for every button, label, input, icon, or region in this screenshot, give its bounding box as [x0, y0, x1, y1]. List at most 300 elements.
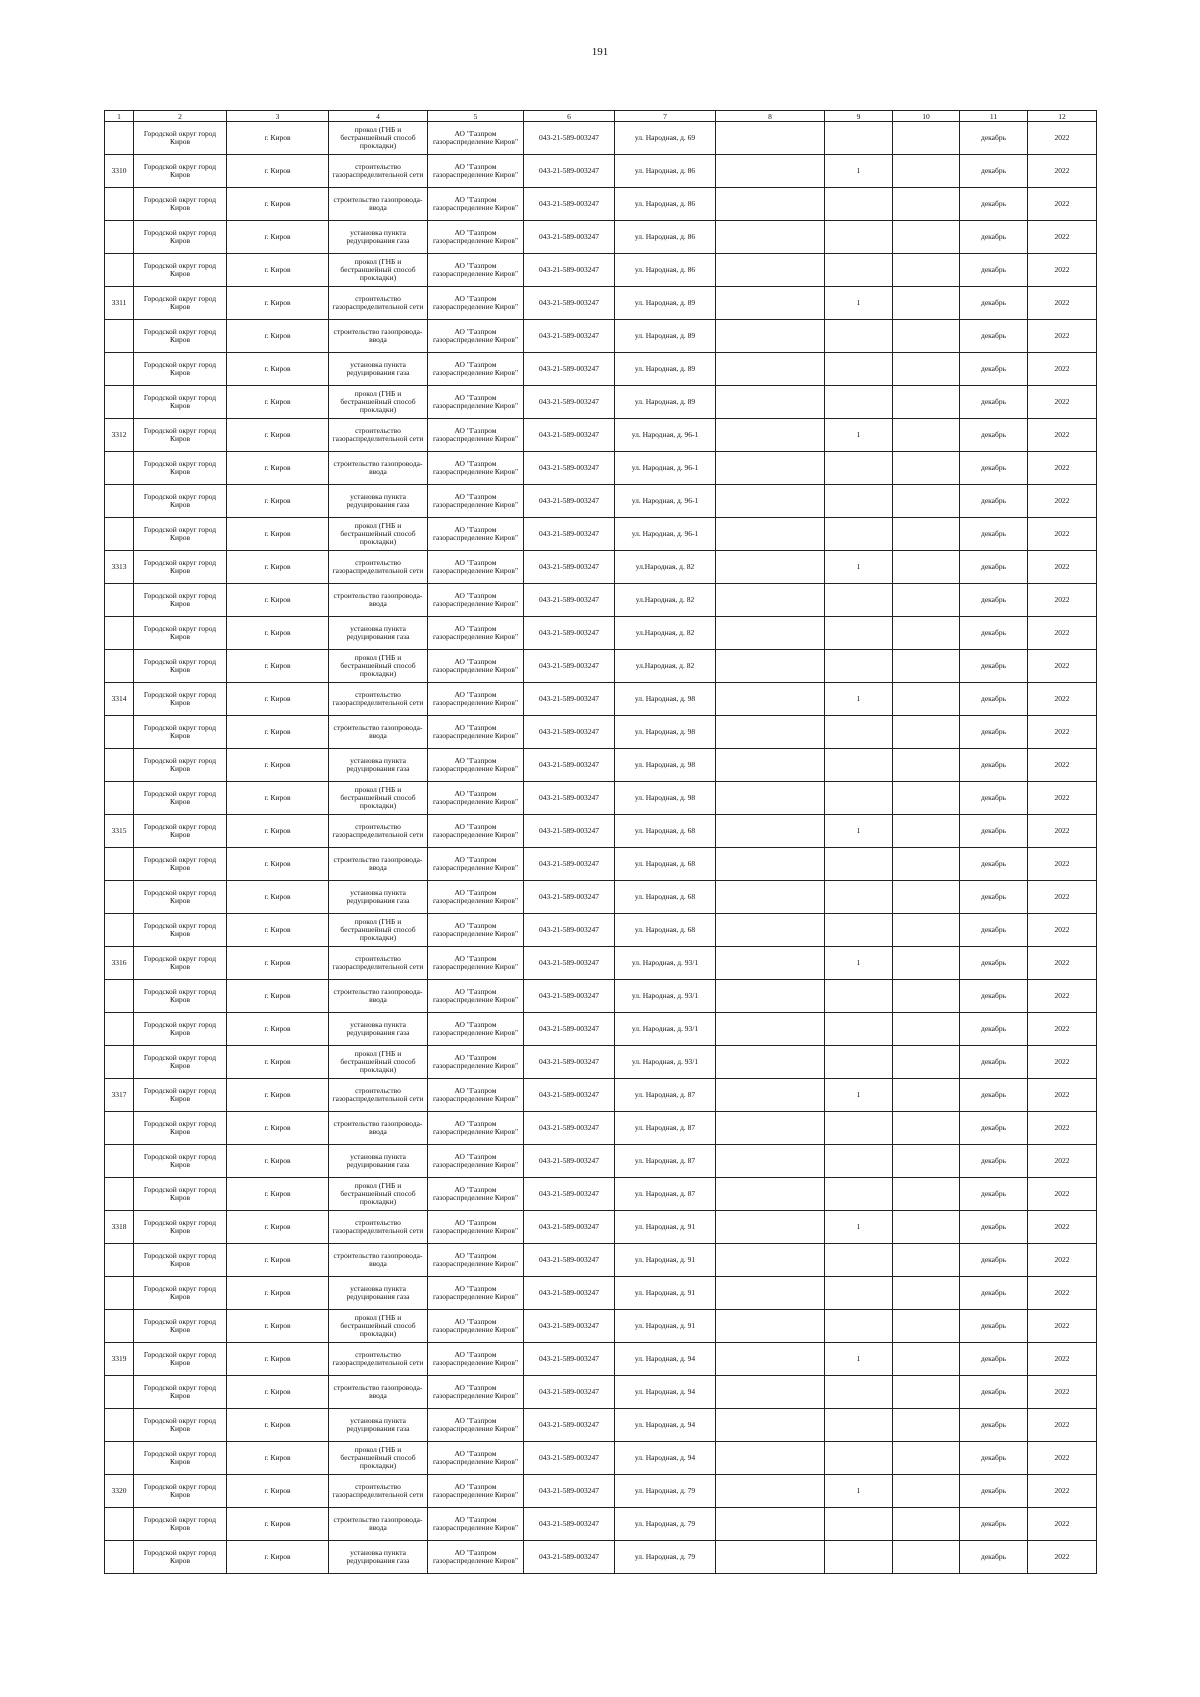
year-cell [1028, 188, 1097, 221]
organization-cell [428, 1178, 524, 1211]
year-cell [1028, 1079, 1097, 1112]
municipality-cell [134, 584, 227, 617]
year-cell [1028, 749, 1097, 782]
month-cell [960, 1277, 1028, 1310]
municipality-cell-text: Городской округ город Киров [143, 1185, 217, 1202]
month-cell-text: декабрь [981, 595, 1006, 604]
municipality-cell-text: Городской округ город Киров [143, 591, 217, 608]
work-type-cell-text: установка пункта редуцирования газа [346, 1152, 410, 1169]
year-cell-text: 2022 [1054, 1321, 1070, 1330]
organization-cell [428, 1475, 524, 1508]
work-type-cell-text: установка пункта редуцирования газа [346, 228, 410, 245]
work-type-cell-text: строительство газопровода-ввода [333, 1119, 423, 1136]
organization-cell [428, 848, 524, 881]
address-cell [615, 1013, 716, 1046]
work-type-cell [329, 980, 428, 1013]
organization-cell [428, 881, 524, 914]
table-row [105, 881, 1097, 914]
month-cell [960, 518, 1028, 551]
municipality-cell [134, 320, 227, 353]
organization-cell [428, 1376, 524, 1409]
work-type-cell-text: строительство газопровода-ввода [333, 1383, 423, 1400]
work-type-cell-text: строительство газораспределительной сети [332, 822, 424, 839]
table-row [105, 1211, 1097, 1244]
organization-cell-text: АО "Газпром газораспределение Киров" [432, 1284, 519, 1301]
table-row [105, 848, 1097, 881]
address-cell-text: ул. Народная, д. 79 [634, 1486, 696, 1495]
address-cell-text: ул. Народная, д. 79 [634, 1552, 696, 1561]
work-type-cell [329, 1046, 428, 1079]
settlement-cell-text: г. Киров [264, 1057, 291, 1066]
work-type-cell [329, 1079, 428, 1112]
column-8-cell [716, 1046, 825, 1079]
year-cell-text: 2022 [1054, 892, 1070, 901]
organization-cell [428, 914, 524, 947]
column-10-cell [893, 1244, 960, 1277]
address-cell-text: ул.Народная, д. 82 [635, 562, 695, 571]
work-type-cell-text: строительство газораспределительной сети [332, 558, 424, 575]
work-type-cell [329, 914, 428, 947]
project-code-cell-text: 043-21-589-003247 [539, 397, 599, 406]
work-type-cell [329, 1145, 428, 1178]
organization-cell-text: АО "Газпром газораспределение Киров" [432, 1086, 519, 1103]
address-cell-text: ул.Народная, д. 82 [635, 595, 695, 604]
count-cell-text: 1 [856, 1486, 861, 1495]
work-type-cell [329, 716, 428, 749]
work-type-cell-text: установка пункта редуцирования газа [346, 1020, 410, 1037]
project-code-cell [524, 452, 615, 485]
entry-number-cell [105, 1112, 134, 1145]
settlement-cell [227, 1046, 329, 1079]
column-8-cell [716, 1277, 825, 1310]
work-type-cell [329, 188, 428, 221]
column-10-cell [893, 320, 960, 353]
address-cell-text: ул. Народная, д. 96-1 [631, 463, 699, 472]
project-code-cell-text: 043-21-589-003247 [539, 1123, 599, 1132]
year-cell [1028, 617, 1097, 650]
address-cell [615, 155, 716, 188]
table-row [105, 353, 1097, 386]
organization-cell-text: АО "Газпром газораспределение Киров" [432, 228, 519, 245]
entry-number-cell [105, 683, 134, 716]
entry-number-cell [105, 584, 134, 617]
count-cell [825, 1277, 893, 1310]
municipality-cell-text: Городской округ город Киров [143, 1548, 217, 1565]
organization-cell [428, 749, 524, 782]
month-cell [960, 320, 1028, 353]
project-code-cell-text: 043-21-589-003247 [539, 232, 599, 241]
address-cell [615, 353, 716, 386]
organization-cell-text: АО "Газпром газораспределение Киров" [432, 1251, 519, 1268]
count-cell [825, 551, 893, 584]
address-cell [615, 881, 716, 914]
settlement-cell-text: г. Киров [264, 166, 291, 175]
work-type-cell-text: строительство газопровода-ввода [333, 1251, 423, 1268]
address-cell [615, 188, 716, 221]
table-row [105, 221, 1097, 254]
month-cell-text: декабрь [981, 1156, 1006, 1165]
organization-cell [428, 1343, 524, 1376]
column-10-cell [893, 980, 960, 1013]
month-cell-text: декабрь [981, 430, 1006, 439]
project-code-cell-text: 043-21-589-003247 [539, 265, 599, 274]
count-cell [825, 1244, 893, 1277]
municipality-cell-text: Городской округ город Киров [143, 855, 217, 872]
work-type-cell [329, 485, 428, 518]
address-cell [615, 518, 716, 551]
project-code-cell [524, 188, 615, 221]
project-code-cell-text: 043-21-589-003247 [539, 694, 599, 703]
municipality-cell [134, 155, 227, 188]
year-cell [1028, 980, 1097, 1013]
organization-cell [428, 1145, 524, 1178]
work-type-cell [329, 1343, 428, 1376]
entry-number-cell-text: 3311 [111, 298, 127, 307]
work-type-cell [329, 1475, 428, 1508]
settlement-cell [227, 1145, 329, 1178]
year-cell-text: 2022 [1054, 1552, 1070, 1561]
year-cell [1028, 716, 1097, 749]
municipality-cell [134, 782, 227, 815]
address-cell-text: ул. Народная, д. 68 [634, 892, 696, 901]
table-row [105, 716, 1097, 749]
address-cell-text: ул. Народная, д. 98 [634, 727, 696, 736]
entry-number-cell [105, 1475, 134, 1508]
organization-cell [428, 584, 524, 617]
table-row [105, 1145, 1097, 1178]
column-8-cell [716, 188, 825, 221]
month-cell [960, 254, 1028, 287]
settlement-cell-text: г. Киров [264, 760, 291, 769]
table-row [105, 1442, 1097, 1475]
project-code-cell-text: 043-21-589-003247 [539, 991, 599, 1000]
settlement-cell [227, 122, 329, 155]
address-cell-text: ул. Народная, д. 91 [634, 1321, 696, 1330]
municipality-cell-text: Городской округ город Киров [143, 459, 217, 476]
address-cell [615, 1343, 716, 1376]
organization-cell-text: АО "Газпром газораспределение Киров" [432, 591, 519, 608]
column-10-cell [893, 617, 960, 650]
project-code-cell [524, 1508, 615, 1541]
column-8-cell [716, 485, 825, 518]
settlement-cell-text: г. Киров [264, 1288, 291, 1297]
project-code-cell [524, 518, 615, 551]
column-10-cell [893, 1442, 960, 1475]
address-cell [615, 1310, 716, 1343]
address-cell-text: ул. Народная, д. 89 [634, 331, 696, 340]
column-10-cell [893, 1475, 960, 1508]
column-number-row [105, 111, 1097, 122]
project-code-cell [524, 1442, 615, 1475]
address-cell [615, 221, 716, 254]
column-10-cell [893, 386, 960, 419]
year-cell-text: 2022 [1054, 694, 1070, 703]
table-row [105, 452, 1097, 485]
work-type-cell-text: строительство газопровода-ввода [333, 987, 423, 1004]
count-cell [825, 452, 893, 485]
column-number: 5 [428, 111, 524, 122]
municipality-cell [134, 683, 227, 716]
entry-number-cell [105, 518, 134, 551]
count-cell [825, 419, 893, 452]
work-type-cell-text: установка пункта редуцирования газа [346, 360, 410, 377]
project-code-cell [524, 419, 615, 452]
municipality-cell-text: Городской округ город Киров [143, 228, 217, 245]
project-code-cell-text: 043-21-589-003247 [539, 1288, 599, 1297]
count-cell [825, 1508, 893, 1541]
address-cell-text: ул. Народная, д. 87 [634, 1123, 696, 1132]
column-10-cell [893, 650, 960, 683]
year-cell [1028, 254, 1097, 287]
count-cell [825, 716, 893, 749]
project-code-cell-text: 043-21-589-003247 [539, 562, 599, 571]
entry-number-cell [105, 1541, 134, 1574]
municipality-cell-text: Городской округ город Киров [143, 723, 217, 740]
municipality-cell [134, 617, 227, 650]
organization-cell-text: АО "Газпром газораспределение Киров" [432, 1185, 519, 1202]
column-8-cell [716, 584, 825, 617]
month-cell-text: декабрь [981, 199, 1006, 208]
address-cell [615, 320, 716, 353]
entry-number-cell [105, 1508, 134, 1541]
address-cell [615, 1112, 716, 1145]
work-type-cell [329, 320, 428, 353]
project-code-cell-text: 043-21-589-003247 [539, 760, 599, 769]
column-number: 9 [825, 111, 893, 122]
settlement-cell-text: г. Киров [264, 1486, 291, 1495]
entry-number-cell [105, 947, 134, 980]
count-cell [825, 1442, 893, 1475]
settlement-cell [227, 188, 329, 221]
column-8-cell [716, 1013, 825, 1046]
column-10-cell [893, 815, 960, 848]
entry-number-cell-text: 3315 [111, 826, 127, 835]
work-type-cell [329, 155, 428, 188]
month-cell-text: декабрь [981, 133, 1006, 142]
work-type-cell-text: строительство газораспределительной сети [332, 1218, 424, 1235]
organization-cell-text: АО "Газпром газораспределение Киров" [432, 129, 519, 146]
entry-number-cell-text: 3310 [111, 166, 127, 175]
organization-cell [428, 1244, 524, 1277]
municipality-cell [134, 1277, 227, 1310]
project-code-cell [524, 1310, 615, 1343]
municipality-cell [134, 1244, 227, 1277]
entry-number-cell [105, 1376, 134, 1409]
month-cell [960, 749, 1028, 782]
entry-number-cell [105, 1442, 134, 1475]
month-cell [960, 551, 1028, 584]
organization-cell [428, 1112, 524, 1145]
month-cell [960, 782, 1028, 815]
column-10-cell [893, 782, 960, 815]
column-8-cell [716, 683, 825, 716]
address-cell [615, 1178, 716, 1211]
address-cell [615, 749, 716, 782]
organization-cell-text: АО "Газпром газораспределение Киров" [432, 690, 519, 707]
settlement-cell-text: г. Киров [264, 562, 291, 571]
entry-number-cell [105, 353, 134, 386]
address-cell-text: ул. Народная, д. 86 [634, 232, 696, 241]
organization-cell-text: АО "Газпром газораспределение Киров" [432, 723, 519, 740]
organization-cell [428, 1442, 524, 1475]
address-cell [615, 947, 716, 980]
address-cell-text: ул. Народная, д. 98 [634, 694, 696, 703]
work-type-cell-text: установка пункта редуцирования газа [346, 888, 410, 905]
table-row [105, 1112, 1097, 1145]
settlement-cell-text: г. Киров [264, 397, 291, 406]
count-cell [825, 782, 893, 815]
entry-number-cell [105, 1211, 134, 1244]
address-cell-text: ул. Народная, д. 86 [634, 265, 696, 274]
column-10-cell [893, 1409, 960, 1442]
project-code-cell [524, 353, 615, 386]
column-10-cell [893, 485, 960, 518]
column-8-cell [716, 1145, 825, 1178]
year-cell [1028, 584, 1097, 617]
year-cell-text: 2022 [1054, 430, 1070, 439]
entry-number-cell [105, 485, 134, 518]
organization-cell [428, 452, 524, 485]
column-10-cell [893, 419, 960, 452]
address-cell-text: ул. Народная, д. 91 [634, 1255, 696, 1264]
project-code-cell-text: 043-21-589-003247 [539, 166, 599, 175]
municipality-cell [134, 122, 227, 155]
address-cell [615, 914, 716, 947]
month-cell-text: декабрь [981, 1321, 1006, 1330]
column-10-cell [893, 155, 960, 188]
settlement-cell [227, 749, 329, 782]
address-cell-text: ул.Народная, д. 82 [635, 628, 695, 637]
address-cell [615, 419, 716, 452]
address-cell-text: ул. Народная, д. 96-1 [631, 529, 699, 538]
organization-cell [428, 650, 524, 683]
column-10-cell [893, 452, 960, 485]
organization-cell-text: АО "Газпром газораспределение Киров" [432, 558, 519, 575]
settlement-cell-text: г. Киров [264, 793, 291, 802]
month-cell-text: декабрь [981, 925, 1006, 934]
column-8-cell [716, 419, 825, 452]
organization-cell-text: АО "Газпром газораспределение Киров" [432, 525, 519, 542]
column-number: 12 [1028, 111, 1097, 122]
month-cell-text: декабрь [981, 1486, 1006, 1495]
municipality-cell-text: Городской округ город Киров [143, 1350, 217, 1367]
year-cell [1028, 1475, 1097, 1508]
work-type-cell-text: строительство газораспределительной сети [332, 1482, 424, 1499]
municipality-cell [134, 1178, 227, 1211]
project-code-cell [524, 1244, 615, 1277]
municipality-cell-text: Городской округ город Киров [143, 657, 217, 674]
work-type-cell [329, 584, 428, 617]
entry-number-cell [105, 386, 134, 419]
address-cell [615, 485, 716, 518]
column-8-cell [716, 155, 825, 188]
month-cell-text: декабрь [981, 694, 1006, 703]
work-type-cell-text: прокол (ГНБ и бестраншейный способ прокладки) [340, 653, 416, 679]
municipality-cell-text: Городской округ город Киров [143, 1416, 217, 1433]
settlement-cell-text: г. Киров [264, 958, 291, 967]
project-code-cell-text: 043-21-589-003247 [539, 298, 599, 307]
column-8-cell [716, 881, 825, 914]
settlement-cell-text: г. Киров [264, 364, 291, 373]
month-cell [960, 221, 1028, 254]
column-number: 2 [134, 111, 227, 122]
address-cell [615, 782, 716, 815]
month-cell [960, 452, 1028, 485]
settlement-cell-text: г. Киров [264, 925, 291, 934]
work-type-cell [329, 1541, 428, 1574]
month-cell [960, 617, 1028, 650]
work-type-cell [329, 881, 428, 914]
entry-number-cell-text: 3313 [111, 562, 127, 571]
municipality-cell-text: Городской округ город Киров [143, 756, 217, 773]
project-code-cell-text: 043-21-589-003247 [539, 496, 599, 505]
settlement-cell [227, 1541, 329, 1574]
year-cell-text: 2022 [1054, 133, 1070, 142]
settlement-cell [227, 320, 329, 353]
table-row [105, 782, 1097, 815]
work-type-cell-text: установка пункта редуцирования газа [346, 1284, 410, 1301]
entry-number-cell [105, 980, 134, 1013]
settlement-cell [227, 617, 329, 650]
organization-cell-text: АО "Газпром газораспределение Киров" [432, 162, 519, 179]
municipality-cell [134, 287, 227, 320]
settlement-cell-text: г. Киров [264, 298, 291, 307]
municipality-cell-text: Городской округ город Киров [143, 1251, 217, 1268]
year-cell [1028, 1409, 1097, 1442]
count-cell-text: 1 [856, 430, 861, 439]
work-type-cell [329, 947, 428, 980]
month-cell [960, 683, 1028, 716]
address-cell [615, 1541, 716, 1574]
entry-number-cell [105, 848, 134, 881]
municipality-cell [134, 1013, 227, 1046]
count-cell [825, 386, 893, 419]
work-type-cell-text: строительство газопровода-ввода [333, 327, 423, 344]
column-10-cell [893, 287, 960, 320]
work-type-cell-text: прокол (ГНБ и бестраншейный способ прокладки) [340, 389, 416, 415]
year-cell-text: 2022 [1054, 562, 1070, 571]
municipality-cell-text: Городской округ город Киров [143, 1020, 217, 1037]
settlement-cell [227, 1244, 329, 1277]
settlement-cell [227, 848, 329, 881]
year-cell-text: 2022 [1054, 1486, 1070, 1495]
column-8-cell [716, 815, 825, 848]
entry-number-cell [105, 782, 134, 815]
work-type-cell [329, 683, 428, 716]
count-cell-text: 1 [856, 1090, 861, 1099]
year-cell [1028, 848, 1097, 881]
year-cell [1028, 1244, 1097, 1277]
month-cell-text: декабрь [981, 298, 1006, 307]
address-cell [615, 1211, 716, 1244]
table-row [105, 1475, 1097, 1508]
count-cell [825, 914, 893, 947]
organization-cell [428, 551, 524, 584]
settlement-cell-text: г. Киров [264, 727, 291, 736]
count-cell [825, 617, 893, 650]
settlement-cell-text: г. Киров [264, 463, 291, 472]
month-cell [960, 1508, 1028, 1541]
column-10-cell [893, 848, 960, 881]
count-cell-text: 1 [856, 826, 861, 835]
organization-cell [428, 254, 524, 287]
address-cell [615, 1277, 716, 1310]
organization-cell-text: АО "Газпром газораспределение Киров" [432, 1383, 519, 1400]
column-8-cell [716, 1541, 825, 1574]
address-cell [615, 617, 716, 650]
work-type-cell-text: строительство газораспределительной сети [332, 294, 424, 311]
month-cell [960, 1475, 1028, 1508]
